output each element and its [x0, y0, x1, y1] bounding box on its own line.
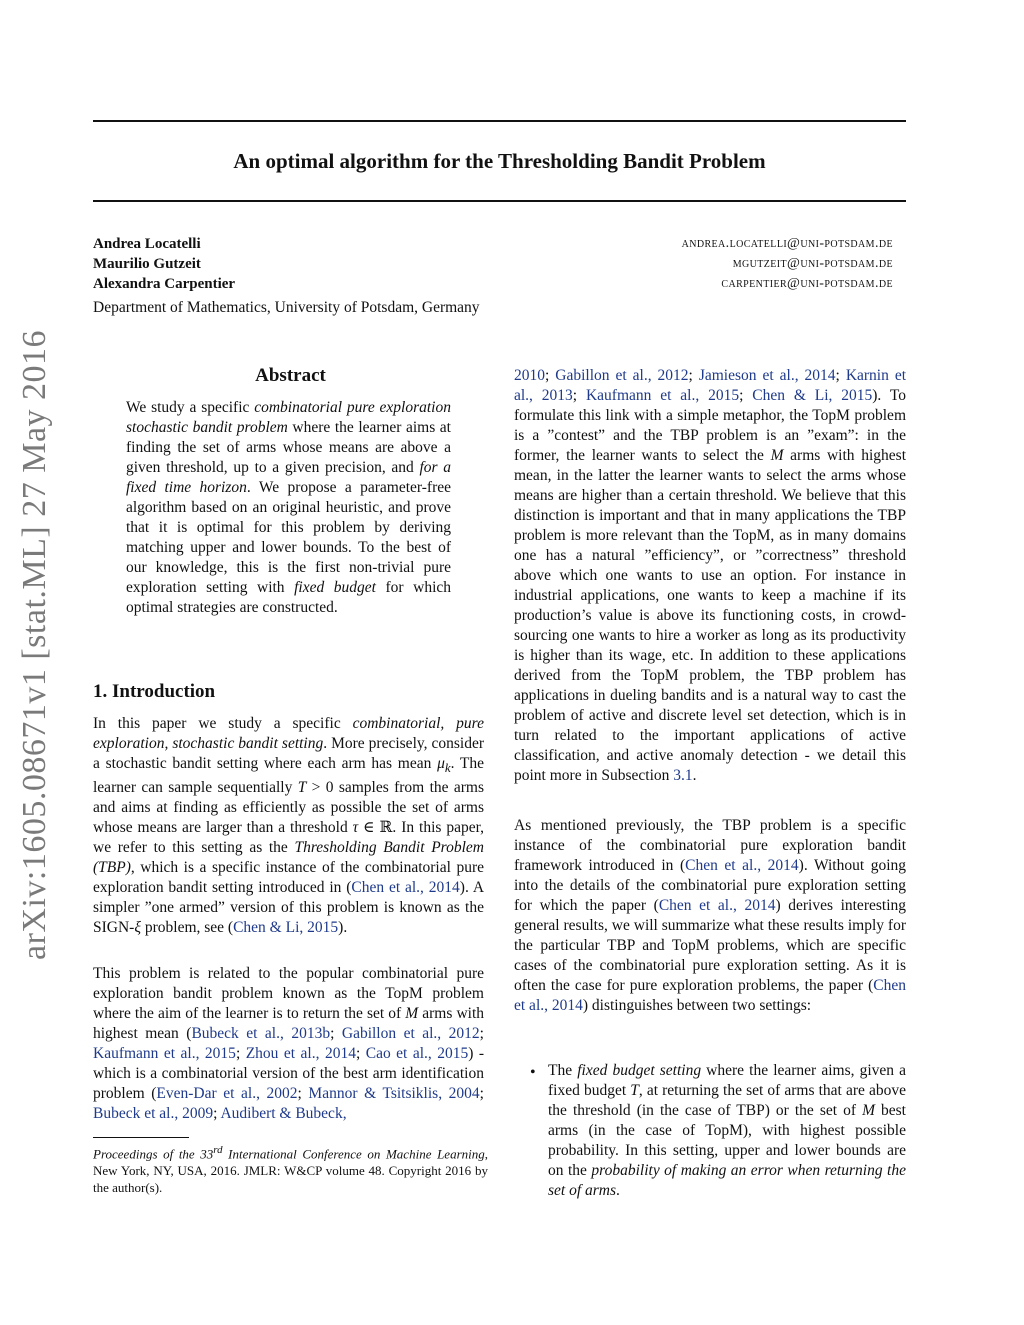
citation-link[interactable]: Gabillon et al., 2012	[341, 1025, 480, 1042]
citation-link[interactable]: Bubeck et al., 2013b	[191, 1025, 331, 1042]
citation-link[interactable]: Even-Dar et al., 2002	[156, 1085, 298, 1102]
intro-paragraph-2-left: This problem is related to the popular combinatorial pure exploration bandit problem known as the TopM problem where the aim of the learner is to return the set of M arms with highest mean (Bubeck et al., 2013b; Gabillon et al., 2012; Kaufmann et al., 2015; Zhou et al., 2014; Cao et al., 2015) - which is a combinatorial version of the best arm identification problem (Even-Dar et al., 2002; Mannor & Tsitsiklis, 2004; Bubeck et al., 2009; Audibert & Bubeck,	[93, 965, 485, 1122]
author-name: Andrea Locatelli	[93, 236, 201, 252]
section-reference-link[interactable]: 3.1	[673, 767, 693, 784]
citation-link[interactable]: Jamieson et al., 2014	[698, 367, 836, 384]
title-bottom-rule	[93, 200, 906, 202]
citation-link[interactable]: Karnin et al., 2013	[514, 367, 907, 404]
author-email[interactable]: carpentier@uni-potsdam.de	[721, 276, 893, 291]
bullet-item-fixed-budget: The fixed budget setting where the learner aims, given a fixed budget T, at returning the set of arms that are above the threshold (in the case of TBP) or the set of M best arms (in the case of TopM), with highest possible probability. In this setting, upper and lower bounds are on the probability of making an error when returning the set of arms.	[548, 1062, 906, 1199]
author-name: Maurilio Gutzeit	[93, 256, 201, 272]
citation-link[interactable]: Chen & Li, 2015	[233, 919, 339, 937]
intro-paragraph-3: As mentioned previously, the TBP problem is a specific instance of the combinatorial pure exploration bandit framework introduced in (Chen et al., 2014). Without going into the details of the combinatorial pure exploration setting for which the paper (Chen et al., 2014) derives interesting general results, we will summarize what these results imply for the particular TBP and TopM problems, which are specific cases of the combinatorial pure exploration setting. As it is often the case for pure exploration problems, the paper (Chen et al., 2014) distinguishes between two settings:	[514, 817, 906, 1014]
abstract-heading: Abstract	[255, 365, 326, 386]
title-top-rule	[93, 120, 906, 122]
author-email[interactable]: andrea.locatelli@uni-potsdam.de	[681, 236, 893, 251]
citation-link[interactable]: Zhou et al., 2014	[245, 1045, 356, 1062]
author-email[interactable]: mgutzeit@uni-potsdam.de	[732, 256, 893, 271]
citation-link[interactable]: Bubeck et al., 2009	[93, 1105, 214, 1122]
author-name: Alexandra Carpentier	[93, 276, 236, 292]
citation-link[interactable]: Gabillon et al., 2012	[555, 367, 689, 384]
affiliation: Department of Mathematics, University of Potsdam, Germany	[93, 299, 480, 316]
citation-link[interactable]: Kaufmann et al., 2015	[93, 1045, 236, 1062]
footnote: Proceedings of the 33rd International Conference on Machine Learning, New York, NY, USA, 2016. JMLR: W&CP volume 48. Copyright 2016 by the author(s).	[93, 1144, 488, 1196]
citation-link[interactable]: Mannor & Tsitsiklis, 2004	[308, 1085, 480, 1102]
citation-link[interactable]: Cao et al., 2015	[365, 1045, 469, 1062]
citation-link[interactable]: Kaufmann et al., 2015	[585, 387, 740, 404]
citation-link[interactable]: Chen et al., 2014	[658, 897, 776, 914]
arxiv-identifier: arXiv:1605.08671v1 [stat.ML] 27 May 2016	[16, 329, 53, 960]
footnote-rule	[93, 1137, 189, 1138]
citation-link[interactable]: Chen & Li, 2015	[752, 387, 873, 404]
citation-link[interactable]: Chen et al., 2014	[685, 857, 799, 874]
bullet-marker: •	[530, 1064, 536, 1081]
citation-link[interactable]: Chen et al., 2014	[351, 879, 460, 897]
citation-link[interactable]: Audibert & Bubeck,	[220, 1105, 347, 1122]
abstract-body: We study a specific combinatorial pure exploration stochastic bandit problem where the learner aims at finding the set of arms whose means are above a given threshold, up to a given precision, and for a fixed time horizon. We propose a parameter-free algorithm based on an original heuristic, and prove that it is optimal for this problem by deriving matching upper and lower bounds. To the best of our knowledge, this is the first non-trivial pure exploration setting with fixed budget for which optimal strategies are constructed.	[126, 399, 452, 616]
intro-paragraph-1: In this paper we study a specific combinatorial, pure exploration, stochastic bandit setting. More precisely, consider a stochastic bandit setting where each arm has mean $\mu_k$. The learner can sample sequentially T > 0 samples from the arms and aims at finding as efficiently as possible the set of arms whose means are larger than a threshold τ ∈ ℝ. In this paper, we refer to this setting as the Thresholding Bandit Problem (TBP), which is a specific instance of the combinatorial pure exploration bandit setting introduced in (Chen et al., 2014). A simpler ”one armed” version of this problem is known as the SIGN-ξ problem, see (Chen & Li, 2015).	[93, 715, 485, 937]
intro-paragraph-2-right: 2010; Gabillon et al., 2012; Jamieson et al., 2014; Karnin et al., 2013; Kaufmann et al., 2015; Chen & Li, 2015). To formulate this link with a simple metaphor, the TopM problem is a ”contest” and the TBP problem is an ”exam”: in the former, the learner wants to select the M arms with highest mean, in the latter the learner wants to select the arms whose means are higher than a certain threshold. We believe that this distinction is important and that in many applications the TBP problem is more relevant than the TopM, as in many domains one has a natural ”efficiency”, or ”correctness” threshold above which one wants to use an option. For instance in industrial applications, one wants to keep a machine if its production’s value is above its functioning costs, in crowd-sourcing one wants to hire a worker as long as its productivity is higher than its wage, etc. In addition to these applications derived from the TopM problem, the TBP problem has applications in dueling bandits and is a natural way to cast the problem of active and discrete level set detection, which is in turn related to the important applications of active classification, and active anomaly detection - we detail this point more in Subsection 3.1.	[514, 367, 907, 784]
section-heading-introduction: 1. Introduction	[93, 681, 216, 702]
paper-title: An optimal algorithm for the Thresholding Bandit Problem	[233, 149, 766, 173]
citation-link[interactable]: Chen et al., 2014	[514, 977, 906, 1014]
citation-link[interactable]: 2010	[514, 367, 545, 384]
